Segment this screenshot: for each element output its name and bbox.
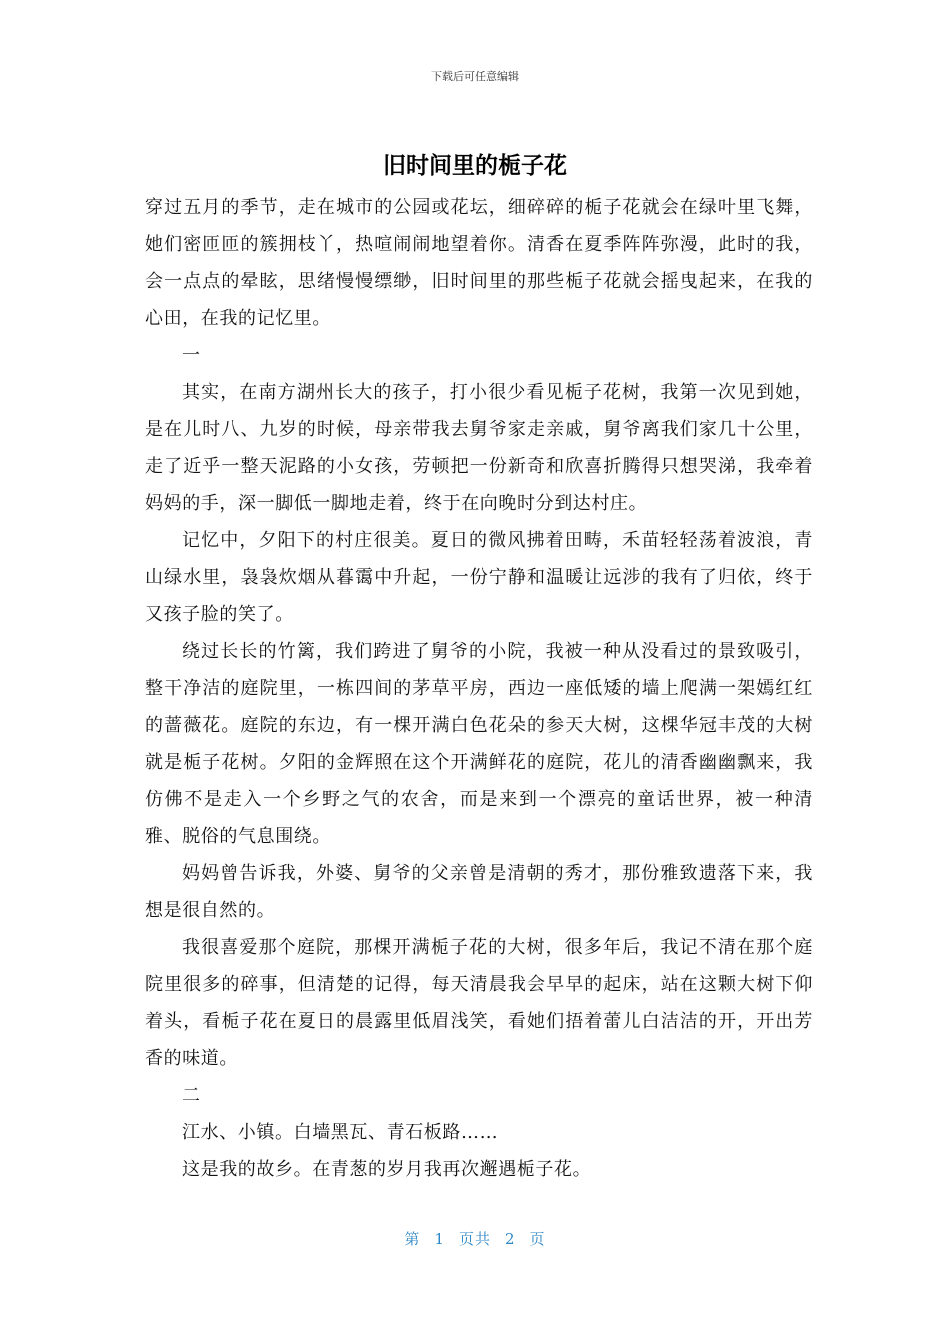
paragraph-4: 绕过长长的竹篱，我们跨进了舅爷的小院，我被一种从没看过的景致吸引，整干净洁的庭院里，一栋四间的茅草平房，西边一座低矮的墙上爬满一架嫣红红的蔷薇花。庭院的东边，有一棵开满白色花朵的参天大树，这棵华冠丰茂的大树就是栀子花树。夕阳的金辉照在这个开满鲜花的庭院，花儿的清香幽幽飘来，我仿佛不是走入一个乡野之气的农舍，而是来到一个漂亮的童话世界，被一种清雅、脱俗的气息围绕。 [145,641,813,847]
paragraph-8: 这是我的故乡。在青葱的岁月我再次邂遇栀子花。 [182,1159,592,1180]
paragraph-1: 穿过五月的季节，走在城市的公园或花坛，细碎碎的栀子花就会在绿叶里飞舞，她们密匝匝的簇拥枝丫，热喧闹闹地望着你。清香在夏季阵阵弥漫，此时的我，会一点点的晕眩，思绪慢慢缥缈，旧时间里的那些栀子花就会摇曳起来，在我的心田，在我的记忆里。 [145,197,813,329]
paragraph-2: 其实，在南方湖州长大的孩子，打小很少看见栀子花树，我第一次见到她，是在儿时八、九岁的时候，母亲带我去舅爷家走亲戚，舅爷离我们家几十公里，走了近乎一整天泥路的小女孩，劳顿把一份新奇和欣喜折腾得只想哭涕，我牵着妈妈的手，深一脚低一脚地走着，终于在向晚时分到达村庄。 [145,382,813,514]
footer-current-page: 1 [434,1230,445,1248]
header-note: 下载后可任意编辑 [431,70,519,83]
paragraph-3: 记忆中，夕阳下的村庄很美。夏日的微风拂着田畴，禾苗轻轻荡着波浪，青山绿水里，袅袅炊烟从暮霭中升起，一份宁静和温暖让远涉的我有了归依，终于又孩子脸的笑了。 [145,530,813,625]
section-heading-2: 二 [182,1085,201,1106]
paragraph-5: 妈妈曾告诉我，外婆、舅爷的父亲曾是清朝的秀才，那份雅致遗落下来，我想是很自然的。 [145,863,813,921]
section-heading-1: 一 [182,345,201,366]
footer-total-pages: 2 [505,1230,516,1248]
paragraph-6: 我很喜爱那个庭院，那棵开满栀子花的大树，很多年后，我记不清在那个庭院里很多的碎事，但清楚的记得，每天清晨我会早早的起床，站在这颗大树下仰着头，看栀子花在夏日的晨露里低眉浅笑，看她们捂着蕾儿白洁洁的开，开出芳香的味道。 [145,937,813,1069]
document-body [145,189,813,1188]
footer-suffix: 页 [529,1230,546,1248]
document-title: 旧时间里的栀子花 [383,153,567,179]
paragraph-7: 江水、小镇。白墙黑瓦、青石板路…… [182,1122,499,1143]
footer-prefix: 第 [404,1230,421,1248]
footer-middle: 页共 [458,1230,491,1248]
page-footer [0,1228,950,1249]
